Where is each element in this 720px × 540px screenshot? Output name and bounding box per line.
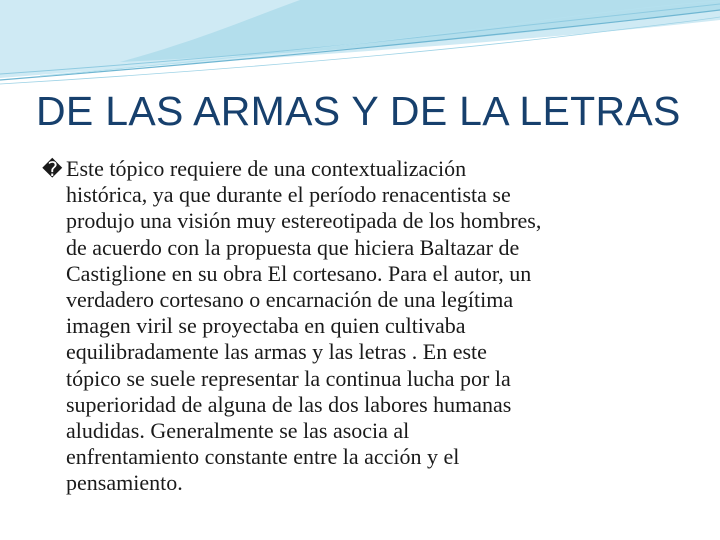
slide-title: DE LAS ARMAS Y DE LA LETRAS <box>36 88 681 134</box>
content-bullet-list <box>42 156 692 497</box>
paragraph-line: de acuerdo con la propuesta que hiciera Baltazar de <box>66 234 520 260</box>
paragraph-line: verdadero cortesano o encarnación de una legítima <box>66 287 514 313</box>
paragraph-line: Este tópico requiere de una contextualización <box>66 156 467 181</box>
decorative-wave-header <box>0 0 720 90</box>
paragraph-line: histórica, ya que durante el período renacentista se <box>66 182 511 208</box>
paragraph-line: tópico se suele representar la continua lucha por la <box>66 365 511 391</box>
bullet-marker-icon: � <box>42 157 63 181</box>
paragraph-line: aludidas. Generalmente se las asocia al <box>66 418 410 444</box>
paragraph-line: pensamiento. <box>66 470 183 496</box>
paragraph-line: superioridad de alguna de las dos labores humanas <box>66 391 512 417</box>
paragraph-line: imagen viril se proyectaba en quien cultivaba <box>66 313 466 339</box>
paragraph-line: equilibradamente las armas y las letras . En este <box>66 339 487 365</box>
bullet-paragraph <box>42 156 692 497</box>
paragraph-line: Castiglione en su obra El cortesano. Para el autor, un <box>66 260 532 286</box>
paragraph-line: enfrentamiento constante entre la acción y el <box>66 444 460 470</box>
paragraph-line: produjo una visión muy estereotipada de los hombres, <box>66 208 542 234</box>
